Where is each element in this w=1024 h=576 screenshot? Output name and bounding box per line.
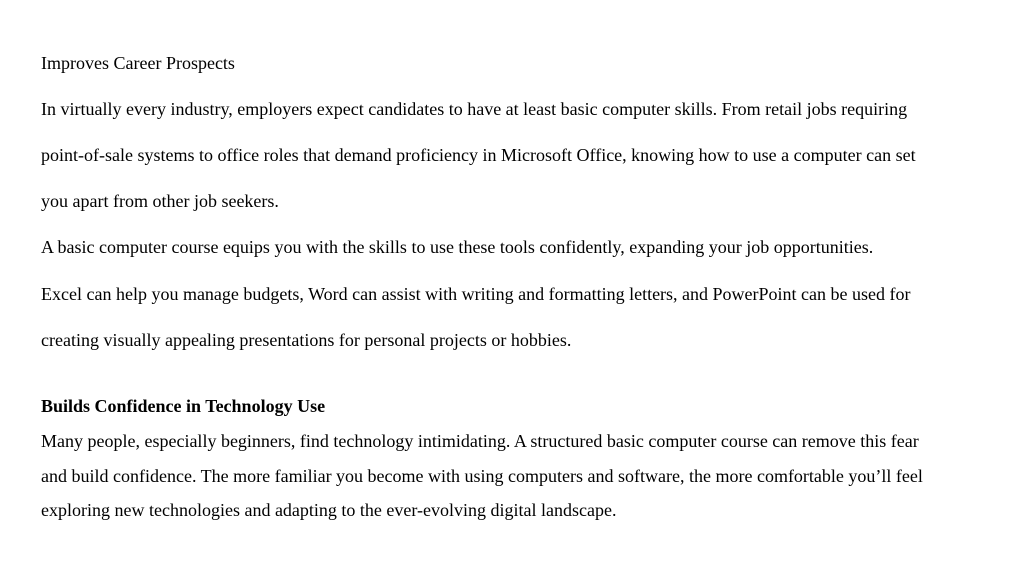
paragraph-line: and build confidence. The more familiar you become with using computers and software, the more comfortable you’ll feel [41, 466, 923, 486]
paragraph-line: A basic computer course equips you with the skills to use these tools confidently, expanding your job opportunities. [41, 237, 874, 257]
paragraph-line: In virtually every industry, employers expect candidates to have at least basic computer skills. From retail jobs requiring [41, 99, 908, 119]
section-heading-career-prospects: Improves Career Prospects [41, 53, 235, 73]
paragraph-line: point-of-sale systems to office roles that demand proficiency in Microsoft Office, knowing how to use a computer can set [41, 145, 916, 165]
paragraph-line: Excel can help you manage budgets, Word can assist with writing and formatting letters, and PowerPoint can be used for [41, 284, 911, 304]
paragraph-line: you apart from other job seekers. [41, 191, 279, 211]
paragraph-line: creating visually appealing presentations for personal projects or hobbies. [41, 330, 572, 350]
section-heading-confidence: Builds Confidence in Technology Use [41, 396, 326, 416]
paragraph-line: exploring new technologies and adapting to the ever-evolving digital landscape. [41, 500, 617, 520]
paragraph-line: Many people, especially beginners, find technology intimidating. A structured basic computer course can remove this fear [41, 431, 919, 451]
